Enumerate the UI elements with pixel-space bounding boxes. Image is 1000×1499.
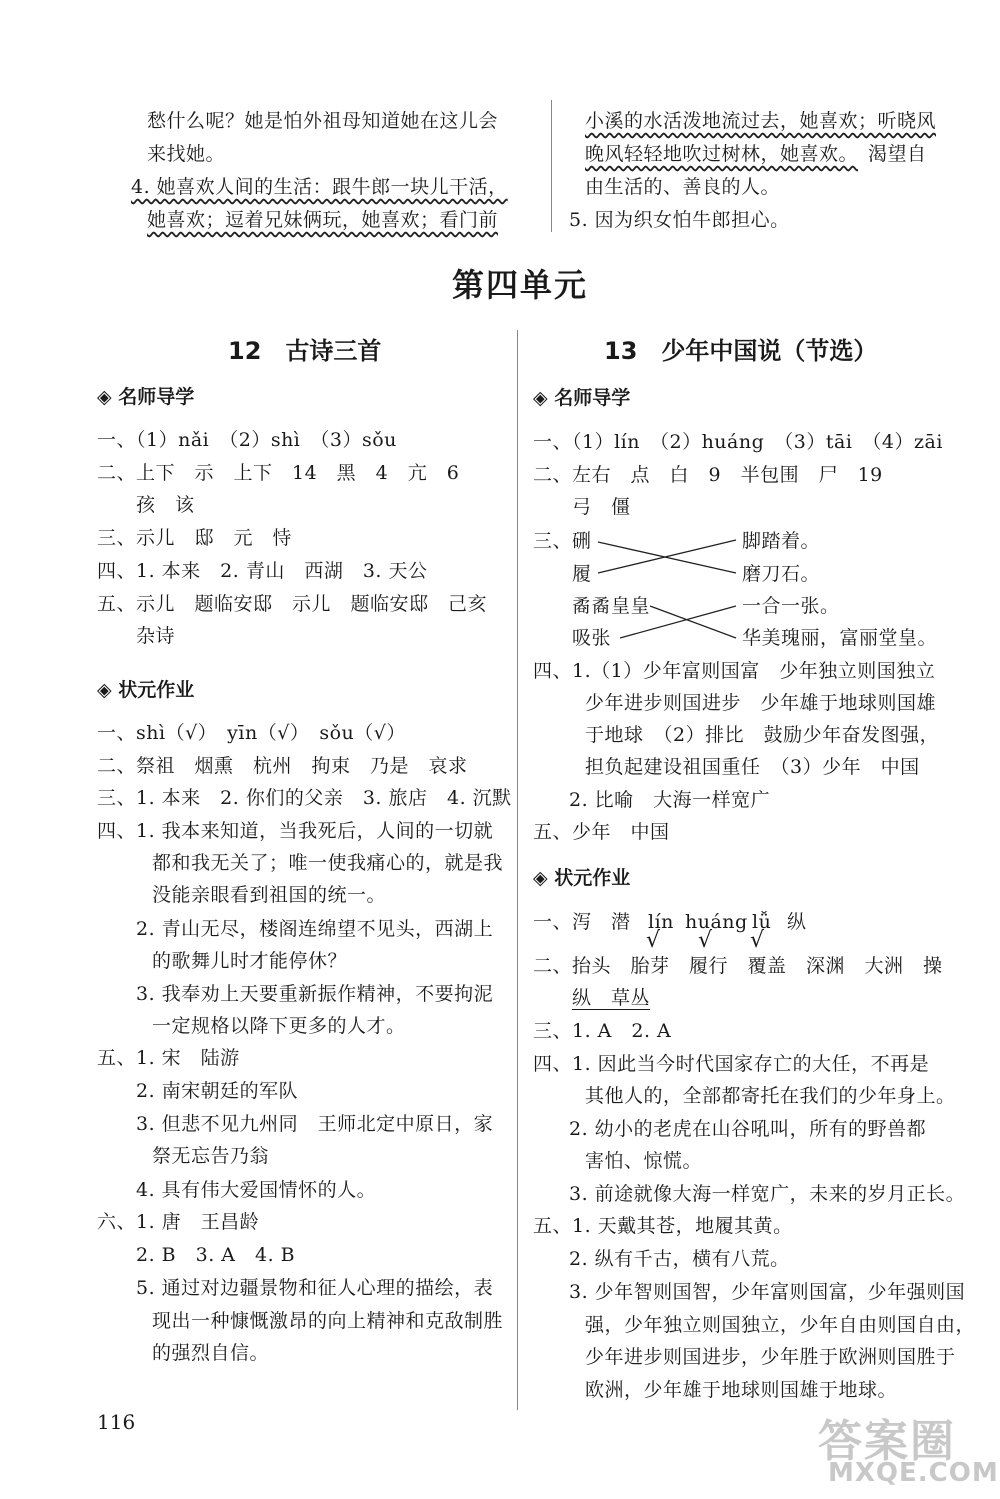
l13-hw-4: 三、1. A 2. A [533, 1020, 672, 1042]
top-right-line-4: 5. 因为织女怕牛郎担心。 [569, 209, 790, 231]
pinyin-1: lín [648, 911, 674, 933]
l12-hw-12: 2. 南宋朝廷的军队 [136, 1080, 299, 1102]
l13-hw-1-suffix: 纵 [787, 911, 807, 933]
l12-hw-17: 2. B 3. A 4. B [136, 1244, 296, 1266]
l13-guide-5: 少年进步则国进步 少年雄于地球则国雄 [585, 692, 937, 714]
top-left-line-3: 4. 她喜欢人间的生活：跟牛郎一块儿干活， [131, 176, 508, 198]
l12-guide-5: 四、1. 本来 2. 青山 西湖 3. 天公 [97, 560, 428, 582]
l13-guide-2: 二、左右 点 白 9 半包围 尸 19 [533, 464, 883, 486]
unit-title: 第四单元 [452, 266, 589, 304]
l13-hw-11: 2. 纵有千古，横有八荒。 [569, 1248, 790, 1270]
l13-hw-15: 欧洲，少年雄于地球则国雄于地球。 [585, 1379, 898, 1401]
l13-hw-1-prefix: 一、泻 潜 [533, 911, 631, 933]
page-number: 116 [97, 1410, 136, 1434]
l12-hw-3: 三、1. 本来 2. 你们的父亲 3. 旅店 4. 沉默 [97, 787, 512, 809]
l12-hw-18: 5. 通过对边疆景物和征人心理的描绘，表 [136, 1277, 494, 1299]
l12-hw-6: 没能亲眼看到祖国的统一。 [152, 884, 387, 906]
l13-match-prefix: 三、 [533, 530, 573, 552]
l12-guide-7: 杂诗 [136, 625, 176, 647]
check-icon: √ [750, 928, 765, 953]
match-line-3 [650, 606, 736, 638]
l13-hw-10: 五、1. 天戴其苍，地履其黄。 [533, 1215, 793, 1237]
l12-guide-3: 孩 该 [136, 494, 195, 516]
l12-guide-4: 三、示儿 邸 元 恃 [97, 527, 293, 549]
diamond-icon: ◈ [533, 867, 548, 889]
check-icon: √ [698, 928, 713, 953]
l12-guide-6: 五、示儿 题临安邸 示儿 题临安邸 己亥 [97, 593, 488, 615]
top-right-line-2b: 渴望自 [868, 143, 927, 165]
l13-hw-7: 2. 幼小的老虎在山谷吼叫，所有的野兽都 [569, 1118, 927, 1140]
l13-guide-1: 一、（1）lín （2）huáng （3）tāi （4）zāi [533, 431, 943, 453]
diamond-icon: ◈ [97, 679, 112, 701]
l13-hw-2: 二、抬头 胎芽 履行 覆盖 深渊 大洲 操 [533, 955, 943, 977]
top-left-line-4: 她喜欢；逗着兄妹俩玩，她喜欢；看门前 [147, 209, 499, 231]
top-left-line-2: 来找她。 [147, 143, 226, 165]
l13-homework-label: 状元作业 [554, 867, 631, 889]
l12-hw-15: 4. 具有伟大爱国情怀的人。 [136, 1179, 377, 1201]
l12-hw-20: 的强烈自信。 [152, 1342, 270, 1364]
match-left-1: 硎 [572, 530, 592, 552]
l13-guide-3: 弓 僵 [572, 496, 631, 518]
l13-homework-heading [533, 863, 630, 890]
top-right-line-1: 小溪的水活泼地流过去，她喜欢；听晓风 [585, 110, 937, 132]
l13-guide-label: 名师导学 [554, 387, 631, 409]
l12-hw-14: 祭无忘告乃翁 [152, 1145, 270, 1167]
l12-hw-4: 四、1. 我本来知道，当我死后，人间的一切就 [97, 820, 494, 842]
watermark-logo: 答案圈 [818, 1416, 956, 1467]
match-right-3: 一合一张。 [742, 595, 840, 617]
l13-guide-6: 于地球 （2）排比 鼓励少年奋发图强， [585, 724, 940, 746]
diamond-icon: ◈ [97, 386, 112, 408]
l13-hw-6: 其他人的，全部都寄托在我们的少年身上。 [585, 1085, 956, 1107]
match-left-3: 矞矞皇皇 [572, 595, 651, 617]
l13-guide-9: 五、少年 中国 [533, 821, 670, 843]
lesson-12-title: 12 古诗三首 [228, 337, 382, 365]
l12-hw-9: 3. 我奉劝上天要重新振作精神，不要拘泥 [136, 983, 494, 1005]
l13-guide-7: 担负起建设祖国重任 （3）少年 中国 [585, 756, 920, 778]
l12-homework-label: 状元作业 [118, 679, 195, 701]
l13-hw-14: 少年进步则国进步，少年胜于欧洲则国胜于 [585, 1346, 956, 1368]
top-left-line-1: 愁什么呢？她是怕外祖母知道她在这儿会 [147, 110, 499, 132]
l12-hw-1: 一、shì（√） yīn（√） sǒu（√） [97, 722, 406, 744]
l13-hw-3: 纵 草丛 [572, 987, 651, 1009]
l12-hw-5: 都和我无关了；唯一使我痛心的，就是我 [152, 852, 504, 874]
l12-hw-13: 3. 但悲不见九州同 王师北定中原日，家 [136, 1113, 494, 1135]
match-line-4 [620, 606, 736, 638]
l13-guide-8: 2. 比喻 大海一样宽广 [569, 789, 771, 811]
pinyin-3: lǚ [752, 911, 772, 933]
match-right-2: 磨刀石。 [742, 563, 821, 585]
l12-guide-1: 一、（1）nǎi （2）shì （3）sǒu [97, 429, 397, 451]
watermark-url: MXQE.COM [828, 1458, 999, 1488]
l12-hw-2: 二、祭祖 烟熏 杭州 拘束 乃是 哀求 [97, 755, 468, 777]
l12-hw-8: 的歌舞儿时才能停休？ [152, 950, 348, 972]
l13-hw-5: 四、1. 因此当今时代国家存亡的大任，不再是 [533, 1053, 930, 1075]
l12-hw-7: 2. 青山无尽，楼阁连绵望不见头，西湖上 [136, 918, 494, 940]
lesson-13-title: 13 少年中国说（节选） [604, 337, 878, 365]
l12-hw-11: 五、1. 宋 陆游 [97, 1047, 240, 1069]
match-left-4: 吸张 [572, 627, 612, 649]
l12-hw-10: 一定规格以降下更多的人才。 [152, 1015, 406, 1037]
pinyin-2: huáng [685, 911, 748, 933]
l13-hw-9: 3. 前途就像大海一样宽广，未来的岁月正长。 [569, 1183, 966, 1205]
diamond-icon: ◈ [533, 387, 548, 409]
l12-hw-16: 六、1. 唐 王昌龄 [97, 1211, 260, 1233]
l13-hw-8: 害怕、惊慌。 [585, 1150, 703, 1172]
l13-guide-4: 四、1.（1）少年富则国富 少年独立则国独立 [533, 660, 936, 682]
match-lines [0, 0, 1000, 700]
l13-hw-13: 强，少年独立则国独立，少年自由则国自由， [585, 1314, 976, 1336]
check-icon: √ [646, 928, 661, 953]
match-right-4: 华美瑰丽，富丽堂皇。 [742, 627, 938, 649]
top-right-line-2: 晚风轻轻地吹过树林，她喜欢。 [585, 143, 859, 165]
l12-guide-label: 名师导学 [118, 386, 195, 408]
match-left-2: 履 [572, 563, 592, 585]
l12-guide-2: 二、上下 示 上下 14 黑 4 亢 6 [97, 462, 460, 484]
top-right-line-3: 由生活的、善良的人。 [585, 176, 781, 198]
match-right-1: 脚踏着。 [742, 530, 821, 552]
l13-hw-12: 3. 少年智则国智，少年富则国富，少年强则国 [569, 1281, 966, 1303]
l12-hw-19: 现出一种慷慨激昂的向上精神和克敌制胜 [152, 1310, 504, 1332]
